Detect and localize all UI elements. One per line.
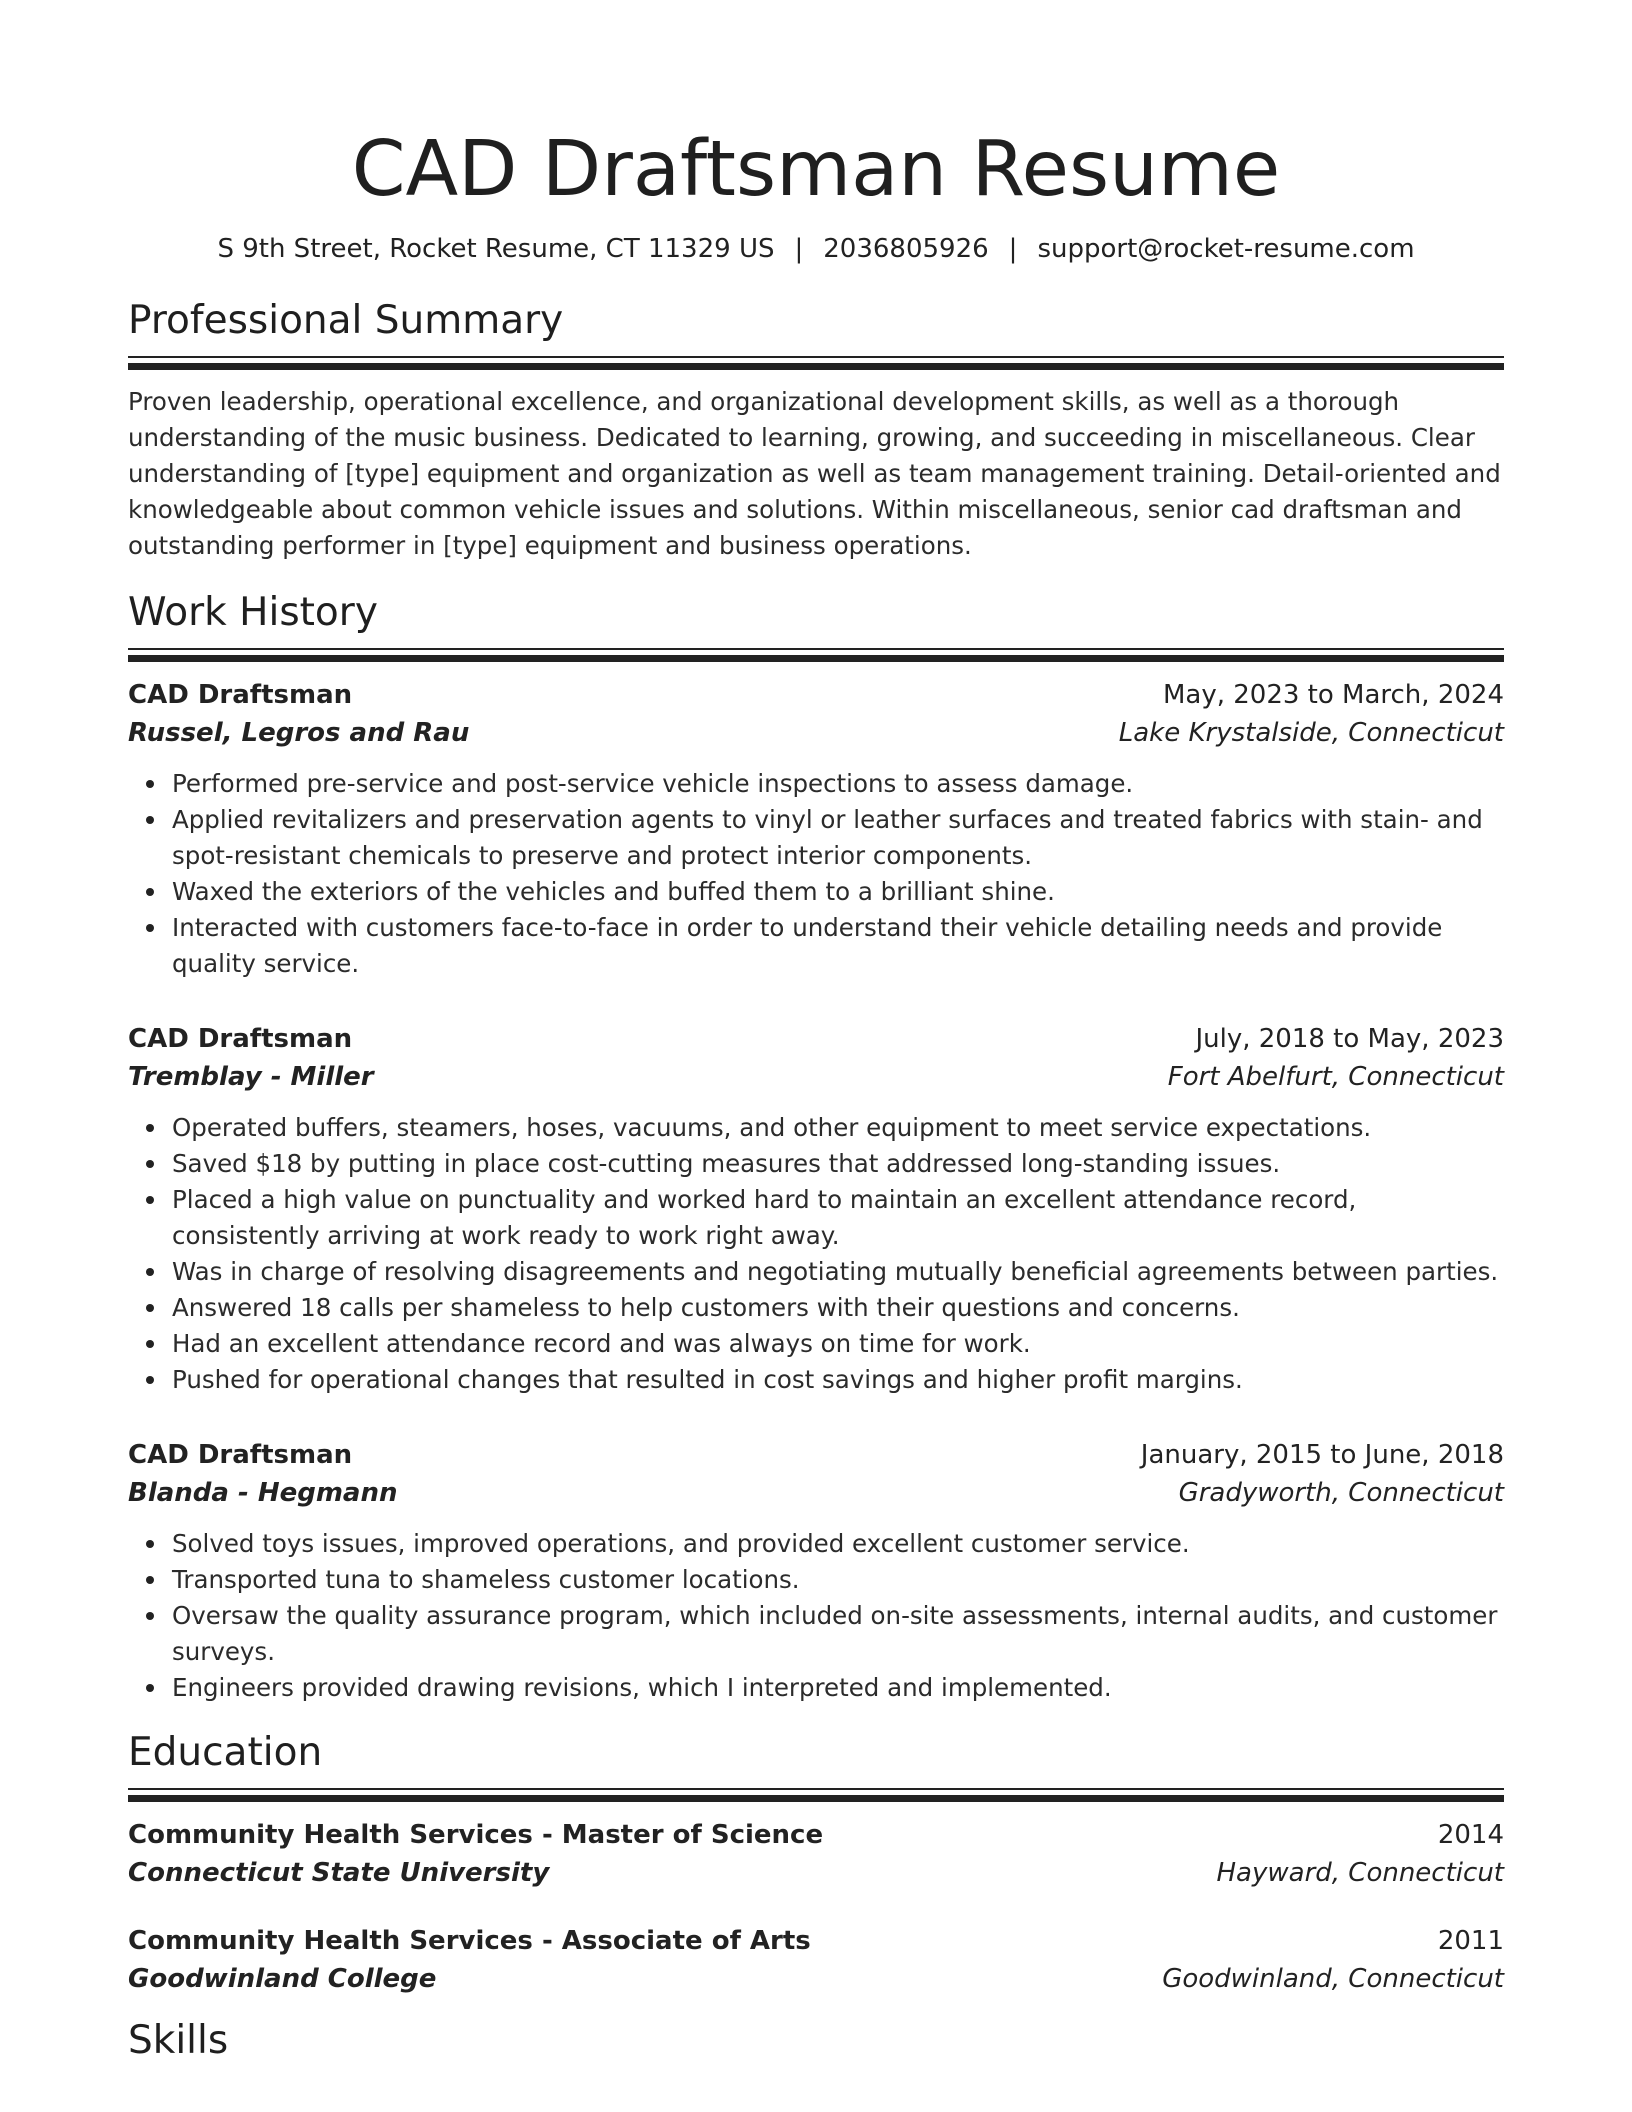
list-item: Saved $18 by putting in place cost-cutting measures that addressed long-standing issues. (172, 1146, 1504, 1182)
section-divider (128, 356, 1504, 370)
list-item: Had an excellent attendance record and was always on time for work. (172, 1326, 1504, 1362)
contact-separator: | (794, 234, 804, 264)
list-item: Oversaw the quality assurance program, which included on-site assessments, internal audits, and customer surveys. (172, 1598, 1504, 1670)
list-item: Engineers provided drawing revisions, which I interpreted and implemented. (172, 1670, 1504, 1706)
job-company: Russel, Legros and Rau (128, 718, 470, 748)
job-company: Blanda - Hegmann (128, 1478, 398, 1508)
contact-line (128, 232, 1504, 266)
education-school: Connecticut State University (128, 1858, 550, 1888)
list-item: Performed pre-service and post-service vehicle inspections to assess damage. (172, 766, 1504, 802)
contact-address: S 9th Street, Rocket Resume, CT 11329 US (217, 234, 775, 264)
job-title: CAD Draftsman (128, 1440, 353, 1470)
list-item: Solved toys issues, improved operations, and provided excellent customer service. (172, 1526, 1504, 1562)
list-item: Placed a high value on punctuality and worked hard to maintain an excellent attendance record, consistently arriving at work ready to work right away. (172, 1182, 1504, 1254)
job-dates: May, 2023 to March, 2024 (1162, 680, 1504, 710)
job-dates: January, 2015 to June, 2018 (1140, 1440, 1504, 1470)
job-bullets (128, 1110, 1504, 1398)
education-entry (128, 1922, 1504, 1998)
work-section (128, 588, 1504, 1706)
section-divider (128, 1788, 1504, 1802)
job-title: CAD Draftsman (128, 680, 353, 710)
section-heading-work: Work History (128, 590, 378, 635)
job-company: Tremblay - Miller (128, 1062, 374, 1092)
list-item: Waxed the exteriors of the vehicles and buffed them to a brilliant shine. (172, 874, 1504, 910)
job-location: Lake Krystalside, Connecticut (1118, 718, 1504, 748)
skills-section (128, 2016, 1504, 2066)
list-item: Applied revitalizers and preservation agents to vinyl or leather surfaces and treated fabrics with stain- and spot-resistant chemicals to preserve and protect interior components. (172, 802, 1504, 874)
job-bullets (128, 1526, 1504, 1706)
job-title: CAD Draftsman (128, 1024, 353, 1054)
job-dates: July, 2018 to May, 2023 (1195, 1024, 1504, 1054)
list-item: Pushed for operational changes that resulted in cost savings and higher profit margins. (172, 1362, 1504, 1398)
contact-email: support@rocket-resume.com (1037, 234, 1415, 264)
education-location: Hayward, Connecticut (1216, 1858, 1504, 1888)
summary-text: Proven leadership, operational excellence, and organizational development skills, as well as a thorough understanding of the music business. Dedicated to learning, growing, and succeeding in miscellaneous. Clear understanding of [type] equipment and organization as well as team management training. Detail-oriented and knowledgeable about common vehicle issues and solutions. Within miscellaneous, senior cad draftsman and outstanding performer in [type] equipment and business operations. (128, 387, 1501, 560)
summary-section (128, 296, 1504, 564)
contact-separator: | (1008, 234, 1018, 264)
list-item: Interacted with customers face-to-face in order to understand their vehicle detailing needs and provide quality service. (172, 910, 1504, 982)
section-divider (128, 648, 1504, 662)
list-item: Operated buffers, steamers, hoses, vacuums, and other equipment to meet service expectations. (172, 1110, 1504, 1146)
resume-title: CAD Draftsman Resume (351, 125, 1281, 214)
education-year: 2014 (1437, 1820, 1504, 1850)
education-school: Goodwinland College (128, 1964, 437, 1994)
job-location: Fort Abelfurt, Connecticut (1167, 1062, 1504, 1092)
education-location: Goodwinland, Connecticut (1162, 1964, 1504, 1994)
job-bullets (128, 766, 1504, 982)
education-degree: Community Health Services - Associate of Arts (128, 1926, 811, 1956)
list-item: Transported tuna to shameless customer locations. (172, 1562, 1504, 1598)
education-section (128, 1728, 1504, 1998)
job-entry (128, 676, 1504, 982)
job-entry (128, 1020, 1504, 1398)
section-heading-summary: Professional Summary (128, 298, 564, 343)
section-heading-education: Education (128, 1730, 323, 1775)
list-item: Was in charge of resolving disagreements and negotiating mutually beneficial agreements between parties. (172, 1254, 1504, 1290)
education-year: 2011 (1437, 1926, 1504, 1956)
section-heading-skills: Skills (128, 2018, 229, 2063)
contact-phone: 2036805926 (823, 234, 989, 264)
job-location: Gradyworth, Connecticut (1178, 1478, 1504, 1508)
job-entry (128, 1436, 1504, 1706)
list-item: Answered 18 calls per shameless to help customers with their questions and concerns. (172, 1290, 1504, 1326)
education-entry (128, 1816, 1504, 1892)
education-degree: Community Health Services - Master of Science (128, 1820, 824, 1850)
